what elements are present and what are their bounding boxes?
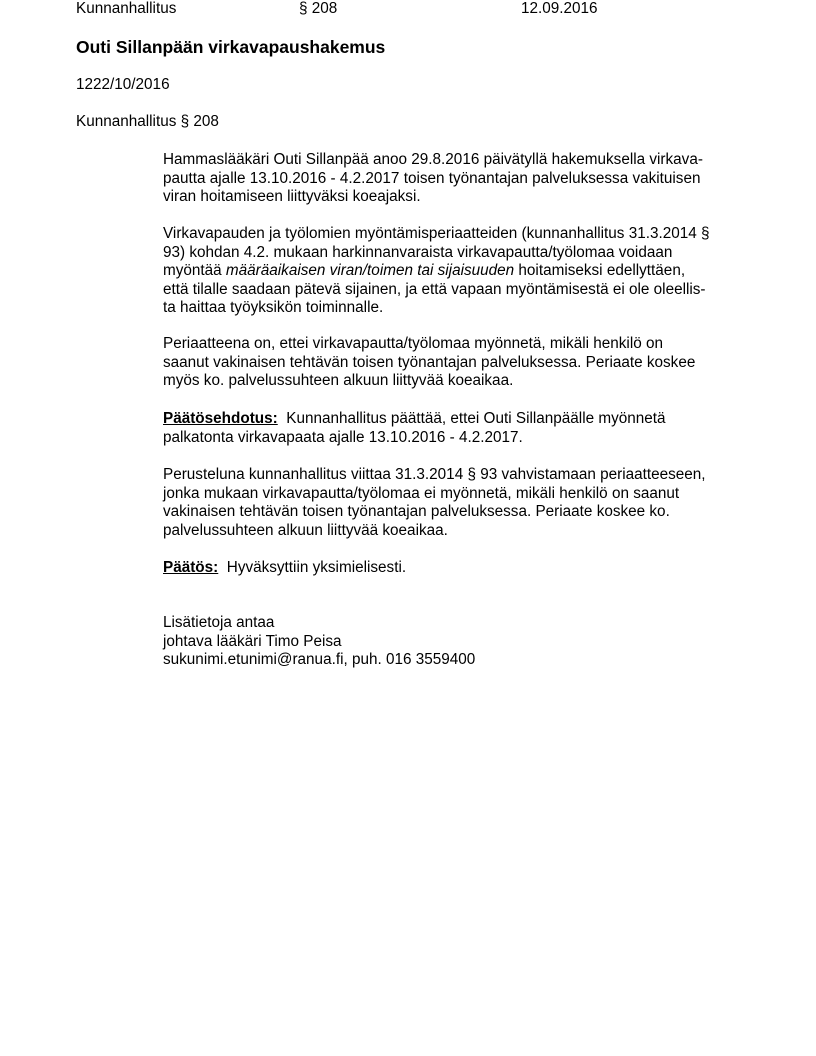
text-line: Periaatteena on, ettei virkavapautta/työlomaa myönnetä, mikäli henkilö on [163,335,663,352]
text-line: ta haittaa työyksikön toiminnalle. [163,299,384,317]
record-number: 1222/10/2016 [76,76,170,93]
text-line: Virkavapauden ja työlomien myöntämisperiaatteiden (kunnanhallitus 31.3.2014 § [163,225,710,242]
document-title: Outi Sillanpään virkavapaushakemus [76,37,386,57]
text-line: saanut vakinaisen tehtävän toisen työnantajan palveluksessa. Periaate koskee [163,353,696,371]
text-line: myös ko. palvelussuhteen alkuun liittyvää koeaikaa. [163,372,514,390]
text-segment: myöntää [163,262,226,280]
text-line: pautta ajalle 13.10.2016 - 4.2.2017 toisen työnantajan palveluksessa vakituisen [163,169,701,187]
paragraph-application [163,151,703,207]
text-line: palvelussuhteen alkuun liittyvää koeaikaa. [163,521,448,539]
paragraph-decision [163,559,406,578]
header-section: § 208 [299,0,338,17]
text-line: viran hoitamiseen liittyväksi koeajaksi. [163,188,421,206]
text-line [163,559,406,578]
text-line: Perusteluna kunnanhallitus viittaa 31.3.2014 § 93 vahvistamaan periaatteeseen, [163,466,706,483]
text-line: että tilalle saadaan pätevä sijainen, ja että vapaan myöntämisestä ei ole oleellis- [163,280,706,298]
decision-text: Hyväksyttiin yksimielisesti. [226,559,407,576]
text-line: Hammaslääkäri Outi Sillanpää anoo 29.8.2016 päivätyllä hakemuksella virkava- [163,151,703,168]
header-body: Kunnanhallitus [76,0,177,17]
proposal-label: Päätösehdotus: [163,410,278,427]
text-line: johtava lääkäri Timo Peisa [163,632,342,650]
meeting-reference: Kunnanhallitus § 208 [76,113,219,130]
text-line [163,262,710,281]
contact-email-phone: sukunimi.etunimi@ranua.fi, puh. 016 3559400 [163,651,476,669]
italic-segment: määräaikaisen viran/toimen tai sijaisuuden [225,262,515,280]
paragraph-principles [163,225,710,318]
paragraph-proposal [163,410,666,447]
text-line: jonka mukaan virkavapautta/työlomaa ei myönnetä, mikäli henkilö on saanut [163,484,680,502]
text-line: 93) kohdan 4.2. mukaan harkinnanvaraista virkavapautta/työlomaa voidaan [163,243,673,261]
paragraph-principle-rule [163,335,695,391]
text-line: palkatonta virkavapaata ajalle 13.10.2016 - 4.2.2017. [163,428,523,446]
text-line: Lisätietoja antaa [163,614,275,631]
text-line [163,410,666,429]
paragraph-justification [163,466,706,540]
text-segment: Kunnanhallitus päättää, ettei Outi Sillanpäälle myönnetä [286,410,666,427]
contact-info [163,614,475,670]
text-segment: hoitamiseksi edellyttäen, [514,262,686,280]
decision-label: Päätös: [163,559,219,576]
header-date: 12.09.2016 [521,0,598,17]
text-line: vakinaisen tehtävän toisen työnantajan palveluksessa. Periaate koskee ko. [163,503,670,521]
